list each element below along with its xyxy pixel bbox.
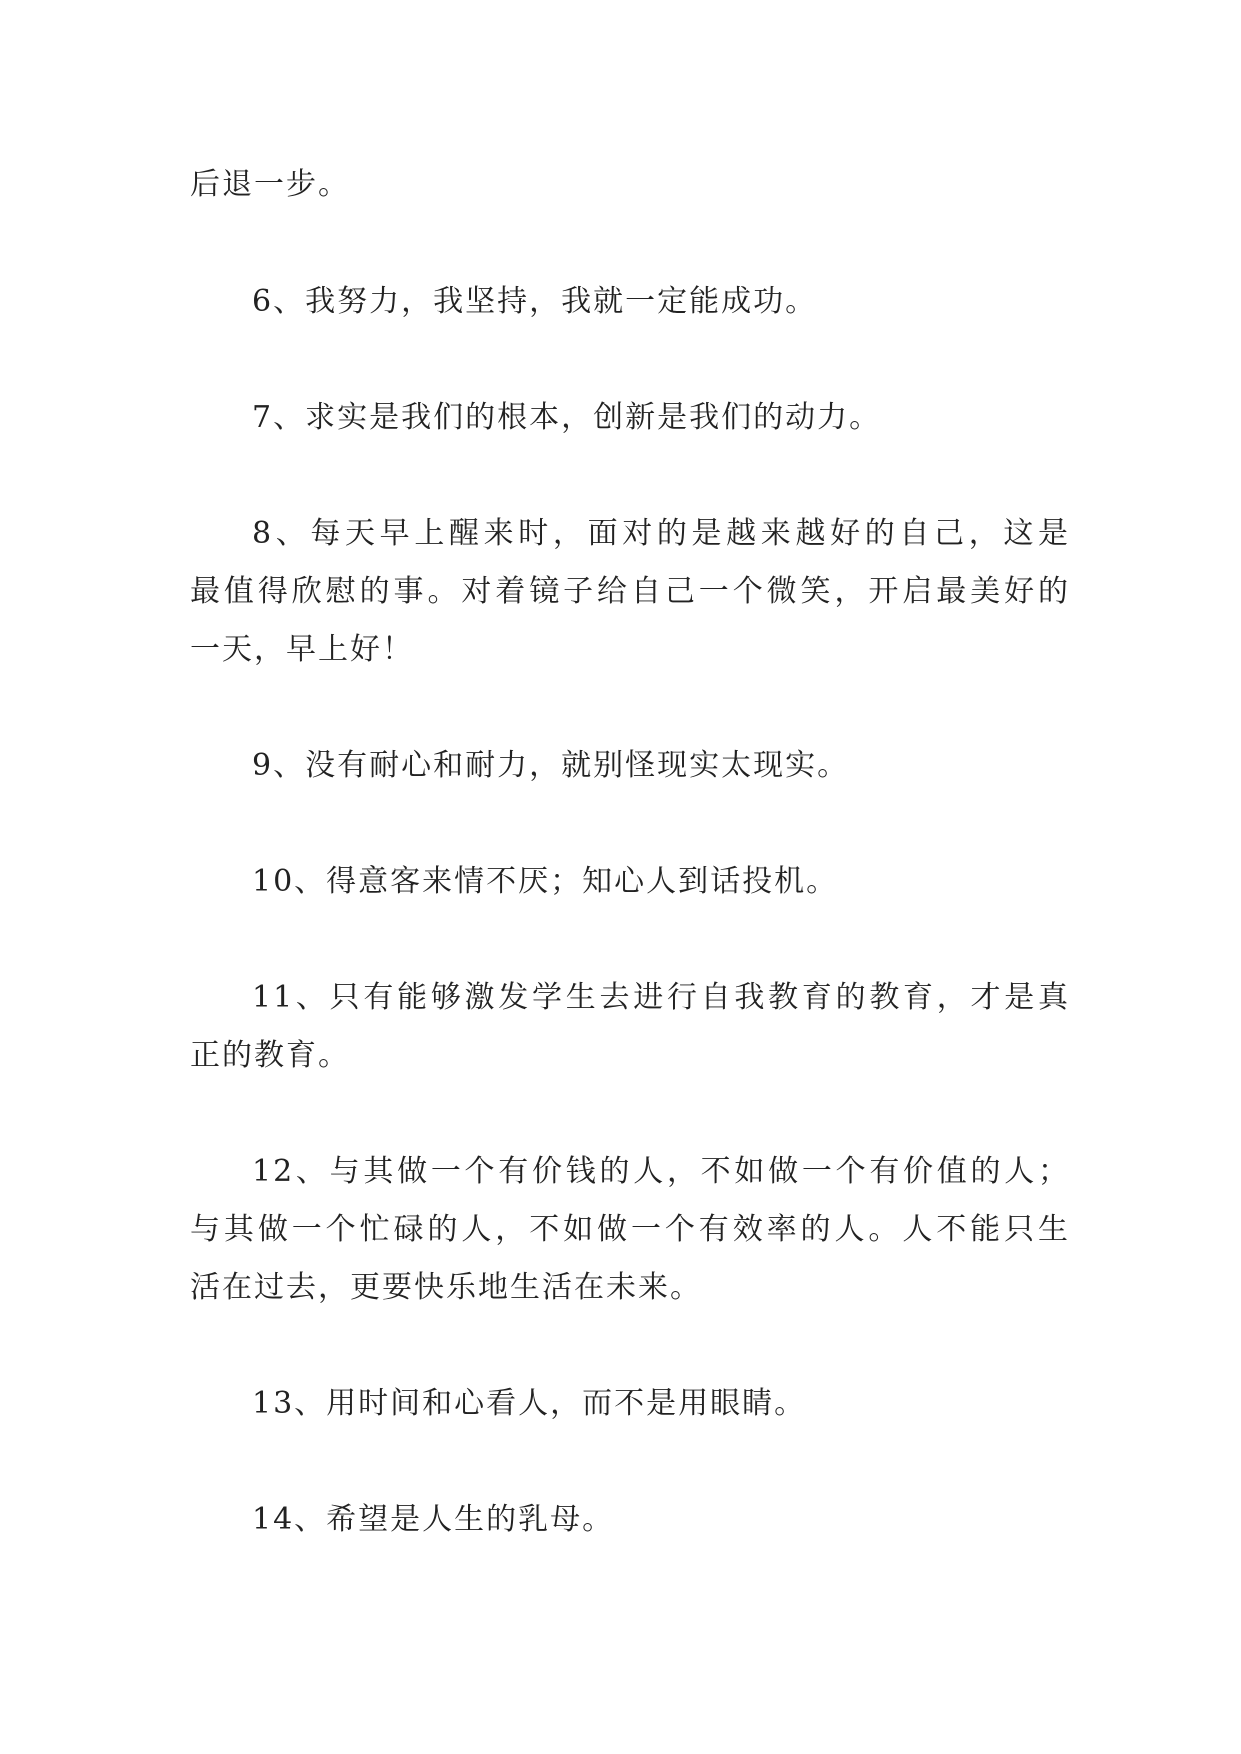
paragraph-line: 一天，早上好！ [190, 632, 414, 667]
paragraph-line: 正的教育。 [190, 1038, 350, 1073]
paragraph-line: 10、得意客来情不厌；知心人到话投机。 [252, 864, 839, 899]
paragraph-line: 与其做一个忙碌的人，不如做一个有效率的人。人不能只生 [190, 1212, 1070, 1247]
paragraph-line: 活在过去，更要快乐地生活在未来。 [190, 1270, 702, 1305]
paragraph-line: 11、只有能够激发学生去进行自我教育的教育，才是真 [252, 980, 1070, 1015]
paragraph-line: 8、每天早上醒来时，面对的是越来越好的自己，这是 [252, 516, 1070, 551]
paragraph-line: 14、希望是人生的乳母。 [252, 1502, 615, 1537]
paragraph-line: 9、没有耐心和耐力，就别怪现实太现实。 [252, 748, 850, 783]
paragraph-line: 最值得欣慰的事。对着镜子给自己一个微笑，开启最美好的 [190, 574, 1070, 609]
paragraph-line: 7、求实是我们的根本，创新是我们的动力。 [252, 400, 882, 435]
paragraph-line: 后退一步。 [190, 167, 350, 202]
paragraph-line: 12、与其做一个有价钱的人，不如做一个有价值的人； [252, 1154, 1070, 1189]
paragraph-line: 6、我努力，我坚持，我就一定能成功。 [252, 284, 818, 319]
paragraph-line: 13、用时间和心看人，而不是用眼睛。 [252, 1386, 807, 1421]
